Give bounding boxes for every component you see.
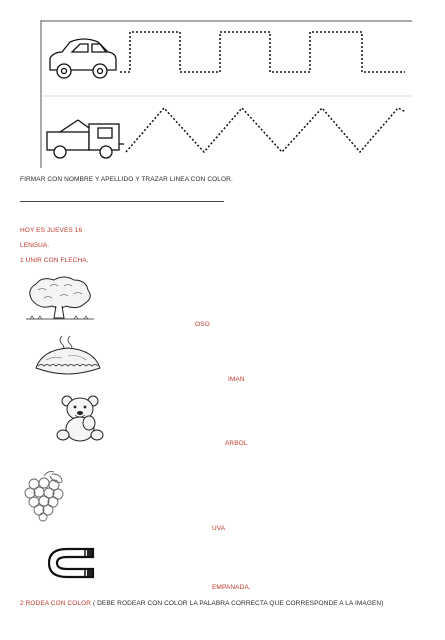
subject-heading: LENGUA. xyxy=(20,242,50,249)
tree-icon xyxy=(24,276,96,322)
word-uva[interactable]: UVA xyxy=(212,525,226,532)
square-wave-tracing-line[interactable] xyxy=(120,32,405,72)
activity2-instructions: ( DEBE RODEAR CON COLOR LA PALABRA CORRECTA QUE CORRESPONDE A LA IMAGEN) xyxy=(92,600,384,607)
tree-picture xyxy=(24,276,96,322)
word-arbol[interactable]: ARBOL xyxy=(225,440,248,447)
magnet-picture xyxy=(45,543,101,583)
grapes-icon xyxy=(22,470,70,520)
activity2-line xyxy=(20,600,383,607)
zigzag-tracing-line[interactable] xyxy=(126,108,406,152)
grapes-picture xyxy=(22,470,70,520)
instruction-text: FIRMAR CON NOMBRE Y APELLIDO Y TRAZAR LINEA CON COLOR. xyxy=(20,176,233,183)
signature-line[interactable] xyxy=(20,201,224,202)
car-icon xyxy=(50,39,116,78)
word-iman[interactable]: IMAN xyxy=(228,376,245,383)
activity2-title: 2 RODEA CON COLOR xyxy=(20,600,92,607)
truck-icon xyxy=(47,120,124,158)
tracing-panel xyxy=(40,20,412,168)
word-oso[interactable]: OSO xyxy=(195,321,210,328)
teddy-bear-icon xyxy=(55,393,107,445)
magnet-icon xyxy=(45,543,101,583)
empanada-picture xyxy=(32,332,104,378)
teddy-bear-picture xyxy=(55,393,107,445)
activity1-title: 1 UNIR CON FLECHA. xyxy=(20,257,89,264)
word-empanada[interactable]: EMPANADA. xyxy=(212,584,251,591)
date-line: HOY ES JUEVES 16 xyxy=(20,227,83,234)
empanada-icon xyxy=(32,332,104,378)
